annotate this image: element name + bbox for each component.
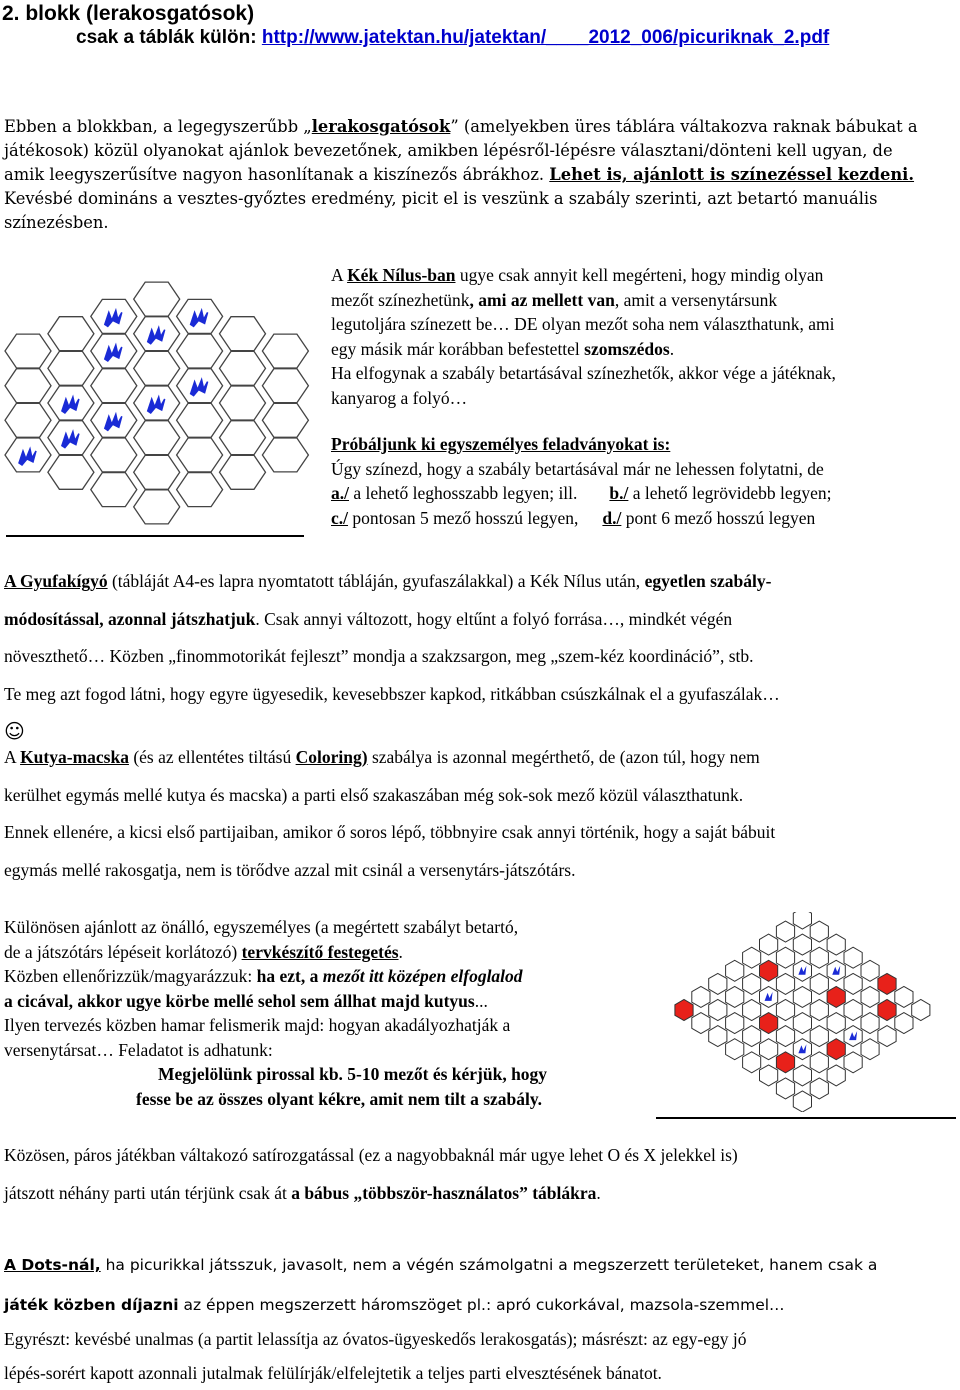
hex-cell	[844, 1052, 862, 1073]
hex-cell	[895, 986, 913, 1007]
hex-cell	[5, 334, 51, 368]
hex-cell	[810, 1026, 828, 1047]
hex-cell	[675, 1000, 693, 1021]
hex-cell	[220, 386, 266, 420]
hex-cell	[776, 947, 794, 968]
hex-cell	[878, 1026, 896, 1047]
hex-cell	[220, 317, 266, 351]
hex-cell	[692, 1013, 710, 1034]
hex-cell	[262, 403, 308, 437]
plan-paragraph: Különösen ajánlott az önálló, egyszemélyes (a megértett szabályt betartó, de a játszótárs lépéseit korlátozó) tervkészítő festegetés. Közben ellenőrizzük/magyarázzuk: ha ezt, a mezőt itt középen elfoglalod a cicával, akkor ugye körbe mellé sehol sem állhat majd kutyus... Ilyen tervezés közben hamar felismerik majd: hogyan akadályozhatják a versenytársat… Feladatot is adhatunk: Megjelölünk pirossal kb. 5-10 mezőt és kérjük, hogy fesse be az összes olyant kékre, amit nem tilt a szabály.	[4, 917, 548, 1109]
hex-cell	[793, 912, 811, 929]
hex-cell	[177, 403, 223, 437]
hex-cell	[844, 947, 862, 968]
hex-cell	[262, 334, 308, 368]
hex-cell	[793, 1065, 811, 1086]
hex-cell	[793, 986, 811, 1007]
hex-cell	[810, 1000, 828, 1021]
hex-cell	[91, 473, 137, 507]
hex-cell	[861, 986, 879, 1007]
hex-cell	[91, 369, 137, 403]
hex-cell	[760, 1013, 778, 1034]
hex-cell	[726, 986, 744, 1007]
hex-cell	[709, 1000, 727, 1021]
hex-cell	[827, 1065, 845, 1086]
hex-cell	[776, 921, 794, 942]
divider-line-2	[656, 1117, 956, 1119]
hex-cell	[709, 1026, 727, 1047]
source-link[interactable]: http://www.jatektan.hu/jatektan/____2012_006/picuriknak_2.pdf	[261, 27, 830, 48]
hex-cell	[743, 1052, 761, 1073]
dog-cat-board	[656, 912, 956, 1112]
hex-cell	[91, 438, 137, 472]
hex-cell	[692, 986, 710, 1007]
hex-cell	[793, 934, 811, 955]
hex-cell	[743, 973, 761, 994]
dots-paragraph: A Dots-nál, ha picurikkal játsszuk, javasolt, nem a végén számolgatni a megszerzett területeket, hanem csak a játék közben díjazni az éppen megszerzett háromszöget pl.: apró cukorkával, mazsola-szemmel…	[4, 1256, 878, 1314]
hex-cell	[177, 473, 223, 507]
hex-cell	[827, 1039, 845, 1060]
hex-cell	[776, 1078, 794, 1099]
hex-cell	[827, 934, 845, 955]
hex-cell	[743, 947, 761, 968]
hex-cell	[743, 1026, 761, 1047]
hex-cell	[776, 1000, 794, 1021]
hex-cell	[262, 438, 308, 472]
hex-cell	[726, 960, 744, 981]
hex-cell	[844, 973, 862, 994]
hex-cell	[5, 403, 51, 437]
hex-cell	[776, 1052, 794, 1073]
hex-cell	[878, 973, 896, 994]
intro-paragraph: Ebben a blokkban, a legegyszerűbb „lerakosgatósok” (amelyekben üres táblára váltakozva raknak bábukat a játékosok) közül olyanokat ajánlok bevezetőnek, amikben lépésről-lépésre választani/dönteni kell ugyan, de amik leegyszerűsítve nagyon hasonlítanak a kiszínezős ábrákhoz. Lehet is, ajánlott is színezéssel kezdeni. Kevésbé domináns a vesztes-győztes eredmény, picit el is veszünk a szabály szerinti, azt betartó manuális színezésben.	[4, 117, 918, 232]
hex-cell	[726, 1013, 744, 1034]
smiley-icon: ☺	[4, 719, 25, 743]
hex-cell	[48, 455, 94, 489]
hex-cell	[895, 1013, 913, 1034]
match-snake-paragraph: A Gyufakígyó (tábláját A4-es lapra nyomtatott tábláján, gyufaszálakkal) a Kék Nílus után, egyetlen szabály- módosítással, azonnal játszhatjuk. Csak annyi változott, hogy eltűnt a folyó forrása…, mindkét végén növeszthető… Közben „finommotorikát fejleszt” mondja a szakzsargon, meg „szem-kéz koordináció”, stb. Te meg azt fogod látni, hogy egyre ügyesedik, kevesebbszer kapkod, ritkábban csúszkálnak el a gyufaszálak… ☺	[4, 563, 780, 751]
hex-cell	[878, 1000, 896, 1021]
hex-cell	[134, 490, 180, 524]
hex-cell	[709, 973, 727, 994]
hex-cell	[793, 1013, 811, 1034]
hex-cell	[220, 351, 266, 385]
hex-cell	[262, 369, 308, 403]
blue-nile-board	[0, 258, 310, 548]
hex-cell	[220, 421, 266, 455]
hex-cell	[810, 973, 828, 994]
together-paragraph: Közösen, páros játékban váltakozó satírozgatással (ez a nagyobbaknál már ugye lehet O és X jelekkel is) játszott néhány parti után térjünk csak át a bábus „többször-használatos” táblákra.	[4, 1145, 738, 1203]
hex-cell	[177, 334, 223, 368]
hex-cell	[844, 1000, 862, 1021]
hex-cell	[827, 1013, 845, 1034]
hex-cell	[726, 1039, 744, 1060]
hex-cell	[861, 1039, 879, 1060]
divider-line	[6, 535, 304, 537]
hex-cell	[134, 351, 180, 385]
hex-cell	[810, 921, 828, 942]
hex-cell	[134, 455, 180, 489]
dots-paragraph-2: Egyrészt: kevésbé unalmas (a partit lelassítja az óvatos-ügyeskedős lerakosgatás); másrészt: az egy-egy jó lépés-sorért kapott azonnali jutalmak felülírják/elfelejtetik a teljes parti elvesztésének bánatot.	[4, 1329, 747, 1383]
hex-cell	[776, 973, 794, 994]
hex-cell	[793, 1091, 811, 1112]
hex-cell	[743, 1000, 761, 1021]
hex-cell	[810, 1052, 828, 1073]
hex-cell	[760, 1065, 778, 1086]
dog-cat-paragraph: A Kutya-macska (és az ellentétes tiltású Coloring) szabálya is azonnal megérthető, de (azon túl, hogy nem kerülhet egymás mellé kutya és macska) a parti első szakaszában még sok-sok mező közül választhatunk. Ennek ellenére, a kicsi első partijaiban, amikor ő soros lépő, többnyire csak annyi történik, hogy a saját bábuit egymás mellé rakosgatja, nem is törődve azzal mit csinál a versenytárs-játszótárs.	[4, 747, 776, 880]
hex-cell	[177, 438, 223, 472]
hex-cell	[5, 369, 51, 403]
hex-cell	[810, 1078, 828, 1099]
hex-cell	[48, 351, 94, 385]
hex-cell	[760, 960, 778, 981]
hex-cell	[220, 455, 266, 489]
hex-cell	[48, 317, 94, 351]
hex-cell	[827, 986, 845, 1007]
subtitle: csak a táblák külön: http://www.jatektan.hu/jatektan/____2012_006/picuriknak_2.pdf	[76, 27, 830, 48]
hex-cell	[810, 947, 828, 968]
hex-cell	[760, 934, 778, 955]
hex-cell	[861, 960, 879, 981]
hex-cell	[134, 282, 180, 316]
hex-cell	[861, 1013, 879, 1034]
hex-cell	[760, 1039, 778, 1060]
hex-cell	[134, 421, 180, 455]
blue-nile-paragraph: A Kék Nílus-ban ugye csak annyit kell megérteni, hogy mindig olyan mezőt színezhetünk, ami az mellett van, amit a versenytársunk legutoljára színezett be… DE olyan mezőt soha nem választhatunk, ami egy másik már korábban befestettel szomszédos. Ha elfogynak a szabály betartásával színezhetők, akkor vége a játéknak, kanyarog a folyó… Próbáljunk ki egyszemélyes feladványokat is: Úgy színezd, hogy a szabály betartásával már ne lehessen folytatni, de a./ a lehető leghosszabb legyen; ill. b./ a lehető legrövidebb legyen; c./ pontosan 5 mező hosszú legyen, d./ pont 6 mező hosszú legyen	[331, 265, 836, 528]
hex-cell	[776, 1026, 794, 1047]
page-title: 2. blokk (lerakosgatósok)	[2, 2, 255, 25]
hex-cell	[912, 1000, 930, 1021]
